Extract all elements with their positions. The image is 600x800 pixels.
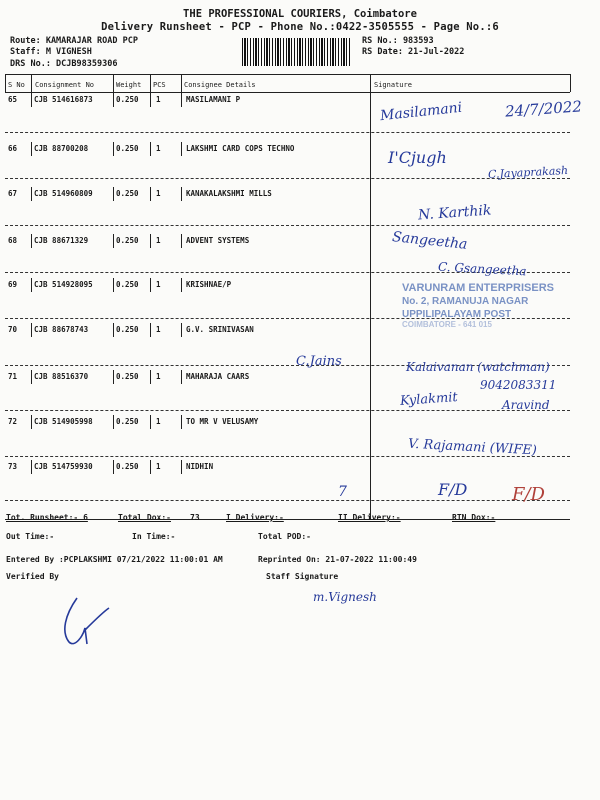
row-divider <box>31 415 32 429</box>
row-pcs: 1 <box>156 95 161 104</box>
row-pcs: 1 <box>156 462 161 471</box>
row-separator <box>5 410 570 411</box>
row-divider <box>181 234 182 248</box>
row-consignment: CJB 88678743 <box>34 325 89 334</box>
total-dox-label: Total Dox:- <box>118 513 171 522</box>
row-sno: 72 <box>8 417 18 426</box>
row-pcs: 1 <box>156 189 161 198</box>
row-pcs: 1 <box>156 417 161 426</box>
row-weight: 0.250 <box>116 95 139 104</box>
row-divider <box>150 323 151 337</box>
row-divider <box>113 460 114 474</box>
row-divider <box>31 278 32 292</box>
row-sno: 67 <box>8 189 18 198</box>
row-sno: 68 <box>8 236 18 245</box>
row-divider <box>113 234 114 248</box>
row-sno: 71 <box>8 372 18 381</box>
signature-71a: 9042083311 <box>480 378 557 392</box>
row-consignment: CJB 514759930 <box>34 462 93 471</box>
row-consignee: ADVENT SYSTEMS <box>186 236 250 245</box>
rtn-dox: RTN Dox:- <box>452 513 496 522</box>
row-divider <box>150 278 151 292</box>
in-time: In Time:- <box>132 532 176 541</box>
row-consignment: CJB 514960809 <box>34 189 93 198</box>
row-divider <box>113 323 114 337</box>
reprinted-on: Reprinted On: 21-07-2022 11:00:49 <box>258 555 417 564</box>
signature-73b: F/D <box>438 480 468 499</box>
signature-67: N. Karthik <box>417 202 492 224</box>
signature-68a: Sangeetha <box>391 229 469 253</box>
row-divider <box>150 234 151 248</box>
row-divider <box>113 415 114 429</box>
row-divider <box>181 93 182 107</box>
row-consignment: CJB 514616873 <box>34 95 93 104</box>
row-divider <box>181 187 182 201</box>
stamp-line3: UPPILIPALAYAM POST <box>402 309 512 320</box>
row-divider <box>113 187 114 201</box>
row-weight: 0.250 <box>116 280 139 289</box>
row-divider <box>181 142 182 156</box>
row-weight: 0.250 <box>116 372 139 381</box>
stamp-line1: VARUNRAM ENTERPRISERS <box>402 282 554 294</box>
row-pcs: 1 <box>156 372 161 381</box>
row-divider <box>150 460 151 474</box>
row-weight: 0.250 <box>116 236 139 245</box>
signature-70b: Kalaivanan (watchman) <box>406 360 550 374</box>
rs-date: RS Date: 21-Jul-2022 <box>362 47 465 57</box>
row-consignee: LAKSHMI CARD COPS TECHNO <box>186 144 295 153</box>
row-separator <box>5 456 570 457</box>
row-divider <box>113 278 114 292</box>
row-divider <box>113 142 114 156</box>
row-divider <box>31 93 32 107</box>
row-divider <box>31 234 32 248</box>
entered-by: Entered By :PCPLAKSHMI 07/21/2022 11:00:01 AM <box>6 555 223 564</box>
signature-72: V. Rajamani (WIFE) <box>407 436 538 459</box>
staff-label: Staff: M VIGNESH <box>10 47 92 57</box>
signature-73c: F/D <box>512 484 545 505</box>
row-sno: 73 <box>8 462 18 471</box>
row-sno: 66 <box>8 144 18 153</box>
row-pcs: 1 <box>156 236 161 245</box>
row-divider <box>113 93 114 107</box>
signature-65a: Masilamani <box>379 99 463 125</box>
stamp-line4: COIMBATORE - 641 015 <box>402 320 492 329</box>
row-consignee: MAHARAJA CAARS <box>186 372 250 381</box>
total-dox-value: 73 <box>190 513 200 522</box>
signature-71b: Aravind <box>502 398 550 412</box>
row-divider <box>181 323 182 337</box>
barcode <box>242 38 352 66</box>
row-separator <box>5 225 570 226</box>
row-consignee: KANAKALAKSHMI MILLS <box>186 189 272 198</box>
row-divider <box>181 415 182 429</box>
col-pcs: PCS <box>153 81 166 89</box>
row-weight: 0.250 <box>116 189 139 198</box>
staff-signature: m.Vignesh <box>313 590 377 604</box>
out-time: Out Time:- <box>6 532 55 541</box>
staff-signature-label: Staff Signature <box>266 572 339 581</box>
row-divider <box>150 93 151 107</box>
row-separator <box>5 500 570 501</box>
row-divider <box>31 370 32 384</box>
row-divider <box>150 415 151 429</box>
row-consignment: CJB 88516370 <box>34 372 89 381</box>
row-sno: 69 <box>8 280 18 289</box>
row-pcs: 1 <box>156 280 161 289</box>
row-pcs: 1 <box>156 144 161 153</box>
row-consignee: NIDHIN <box>186 462 214 471</box>
row-divider <box>150 142 151 156</box>
row-divider <box>181 370 182 384</box>
row-weight: 0.250 <box>116 325 139 334</box>
company-title: THE PROFESSIONAL COURIERS, Coimbatore <box>183 8 417 20</box>
row-consignee: KRISHNAE/P <box>186 280 232 289</box>
row-separator <box>5 178 570 179</box>
row-consignment: CJB 514905998 <box>34 417 93 426</box>
signature-70a: C.Jains <box>296 354 342 369</box>
row-consignee: G.V. SRINIVASAN <box>186 325 254 334</box>
col-consignee: Consignee Details <box>184 81 256 89</box>
row-divider <box>150 370 151 384</box>
row-divider <box>31 460 32 474</box>
signature-73a: 7 <box>338 484 347 500</box>
col-consignment: Consignment No <box>35 81 95 89</box>
row-consignee: TO MR V VELUSAMY <box>186 417 259 426</box>
ii-delivery: II Delivery:- <box>338 513 401 522</box>
col-weight: Weight <box>116 81 142 89</box>
row-weight: 0.250 <box>116 417 139 426</box>
stamp-line2: No. 2, RAMANUJA NAGAR <box>402 296 529 307</box>
total-runsheet: Tot. Runsheet:- 6 <box>6 513 88 522</box>
row-consignment: CJB 514928095 <box>34 280 93 289</box>
row-divider <box>181 460 182 474</box>
total-pod: Total POD:- <box>258 532 311 541</box>
row-divider <box>31 187 32 201</box>
row-separator <box>5 132 570 133</box>
col-signature: Signature <box>374 81 412 89</box>
signature-65b: 24/7/2022 <box>504 97 583 121</box>
row-consignment: CJB 88671329 <box>34 236 89 245</box>
verifier-signature <box>55 590 115 650</box>
row-sno: 70 <box>8 325 18 334</box>
row-divider <box>181 278 182 292</box>
row-divider <box>113 370 114 384</box>
row-weight: 0.250 <box>116 462 139 471</box>
row-divider <box>150 187 151 201</box>
signature-68b: C. Gsangeetha <box>437 259 527 279</box>
row-weight: 0.250 <box>116 144 139 153</box>
signature-66: C.Jayaprakash <box>487 163 569 182</box>
row-consignment: CJB 88700208 <box>34 144 89 153</box>
runsheet-title: Delivery Runsheet - PCP - Phone No.:0422-3505555 - Page No.:6 <box>101 21 499 33</box>
drs-label: DRS No.: DCJB98359306 <box>10 59 118 69</box>
row-pcs: 1 <box>156 325 161 334</box>
route-label: Route: KAMARAJAR ROAD PCP <box>10 36 138 46</box>
i-delivery: I Delivery:- <box>226 513 284 522</box>
col-sno: S No <box>8 81 25 89</box>
scribble-66: I'Cjugh <box>388 148 447 167</box>
row-divider <box>31 323 32 337</box>
row-divider <box>31 142 32 156</box>
row-sno: 65 <box>8 95 18 104</box>
row-consignee: MASILAMANI P <box>186 95 241 104</box>
rs-number: RS No.: 983593 <box>362 36 434 46</box>
scribble-71: Kylakmit <box>399 390 459 409</box>
verified-by: Verified By <box>6 572 59 581</box>
